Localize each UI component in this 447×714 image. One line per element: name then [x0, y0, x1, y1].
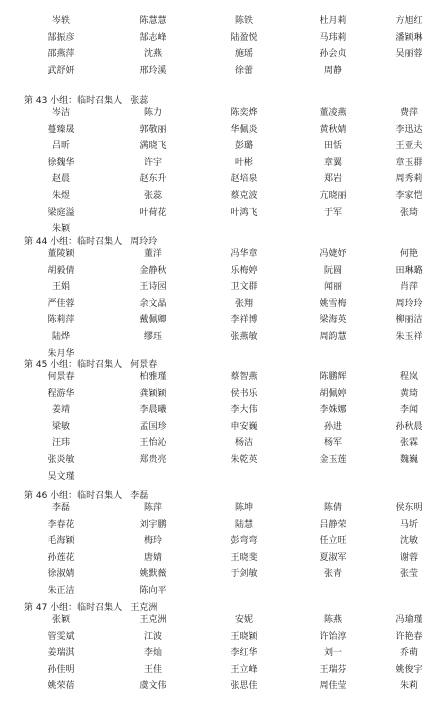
group-row	[0, 501, 447, 515]
member-name: 陈力	[143, 108, 163, 118]
member-name: 许艳春	[395, 631, 423, 642]
member-name: 郭敬丽	[139, 124, 167, 135]
member-name: 朱乾英	[230, 455, 258, 465]
member-name: 华佩炎	[230, 124, 258, 135]
member-name: 郜振彦	[47, 32, 75, 43]
member-name: 龚颖颖	[139, 388, 167, 399]
member-name: 沈燕	[143, 49, 163, 60]
member-name: 张青	[323, 569, 343, 580]
member-name: 赵培泉	[230, 174, 258, 185]
group-row	[0, 156, 447, 170]
group-title: 第 43 小组：临时召集人	[24, 96, 123, 106]
member-name: 朱颖	[51, 224, 71, 235]
member-name: 肖萍	[399, 282, 419, 293]
member-name: 吕静荣	[319, 519, 347, 530]
member-name: 岑轶	[51, 16, 71, 26]
member-name: 姚默薇	[139, 569, 167, 580]
group-row	[0, 470, 447, 484]
member-name: 徐淑婧	[47, 569, 75, 580]
member-name: 梅玲	[143, 536, 163, 547]
member-name: 严佳蓉	[47, 298, 75, 309]
member-name: 邢玲溪	[139, 65, 167, 76]
member-name: 王晓颖	[230, 631, 258, 642]
member-name: 董凌燕	[319, 108, 347, 118]
member-name: 吴文瑾	[47, 471, 75, 482]
member-name: 叶彬	[234, 157, 254, 168]
member-name: 邵燕萍	[47, 49, 75, 60]
group-row	[0, 679, 447, 693]
intro-row	[0, 47, 447, 61]
member-name: 毛海颖	[47, 536, 75, 547]
member-name: 李晨曦	[139, 405, 167, 416]
member-name: 江波	[143, 631, 163, 642]
member-name: 李灿	[143, 648, 163, 659]
group-title: 第 47 小组：临时召集人	[24, 603, 123, 613]
member-name: 马圻	[399, 519, 419, 530]
member-name: 金静秋	[139, 265, 167, 276]
member-name: 王亚夫	[395, 141, 423, 152]
member-name: 朱煜	[51, 191, 71, 201]
member-name: 蔓臻晟	[47, 124, 75, 135]
member-name: 姜靖	[51, 405, 71, 416]
member-name: 虞文伟	[139, 681, 167, 692]
member-name: 陈萍	[143, 503, 163, 513]
member-name: 陆烨	[51, 332, 71, 342]
member-name: 李家恺	[395, 191, 423, 201]
member-name: 刘宇鹏	[139, 519, 167, 530]
member-name: 何景春	[47, 372, 75, 382]
member-name: 梁敏	[51, 421, 71, 432]
group-row	[0, 436, 447, 450]
member-name: 刘一	[323, 648, 343, 659]
intro-row	[0, 14, 447, 28]
group-row	[0, 567, 447, 581]
member-name: 蔡克波	[230, 191, 258, 201]
group-row	[0, 403, 447, 417]
member-name: 沈敏	[399, 536, 419, 547]
group-row	[0, 630, 447, 644]
member-name: 孙会贞	[319, 49, 347, 60]
group-row	[0, 172, 447, 186]
group-row	[0, 139, 447, 153]
group-row	[0, 264, 447, 278]
group-row	[0, 330, 447, 344]
member-name: 满晓飞	[139, 141, 167, 152]
member-name: 陈燕	[323, 615, 343, 625]
member-name: 董洋	[143, 249, 163, 259]
member-name: 张蕊	[143, 191, 163, 201]
group-row	[0, 280, 447, 294]
member-name: 李姝娜	[319, 405, 347, 416]
group-title: 第 45 小组：临时召集人	[24, 360, 123, 370]
group-leader: 张蕊	[130, 96, 149, 106]
member-name: 徐蕾	[234, 65, 254, 76]
member-name: 于军	[323, 207, 343, 218]
member-name: 孟国珍	[139, 421, 167, 432]
group-row	[0, 313, 447, 327]
member-name: 冯婕妤	[319, 249, 347, 259]
member-name: 彭弯弯	[230, 536, 258, 547]
member-name: 叶荷花	[139, 207, 167, 218]
member-name: 张翔	[234, 298, 254, 309]
group-row	[0, 518, 447, 532]
member-name: 许饴淳	[319, 631, 347, 642]
member-name: 杨军	[323, 438, 343, 449]
member-name: 周韵慧	[319, 332, 347, 342]
member-name: 柳丽洁	[395, 315, 423, 326]
member-name: 胡佩婷	[319, 388, 347, 399]
group-title: 第 46 小组：临时召集人	[24, 491, 123, 501]
member-name: 赵晨	[51, 174, 71, 185]
member-name: 梁庭溢	[47, 207, 75, 218]
member-name: 黄琦	[399, 388, 419, 399]
member-name: 陈倩	[323, 503, 343, 513]
member-name: 陆盈悦	[230, 32, 258, 43]
member-name: 张炎敏	[47, 455, 75, 465]
member-name: 王娟	[51, 282, 71, 293]
member-name: 陈奕烨	[230, 108, 258, 118]
member-name: 张颖	[51, 615, 71, 625]
member-name: 张琦	[399, 207, 419, 218]
group-row	[0, 106, 447, 120]
member-name: 陈铁	[234, 16, 254, 26]
group-leader: 周玲玲	[130, 237, 158, 247]
member-name: 蔡智燕	[230, 372, 258, 382]
member-name: 乐梅婷	[230, 265, 258, 276]
member-name: 周静	[323, 65, 343, 76]
group-leader: 李磊	[130, 491, 149, 501]
member-name: 杜月莉	[319, 16, 347, 26]
member-name: 闻丽	[323, 282, 343, 293]
group-row	[0, 370, 447, 384]
member-name: 管雯斌	[47, 631, 75, 642]
member-name: 王诗园	[139, 282, 167, 293]
member-name: 李闻	[399, 405, 419, 416]
member-name: 陈鹏辉	[319, 372, 347, 382]
member-name: 周秀莉	[395, 174, 423, 185]
member-name: 张霖	[399, 438, 419, 449]
group-row	[0, 584, 447, 598]
member-name: 李磊	[51, 503, 71, 513]
member-name: 张燕敏	[230, 332, 258, 342]
group-leader: 何景春	[130, 360, 158, 370]
member-name: 田琳璐	[395, 265, 423, 276]
member-name: 姚俊宇	[395, 664, 423, 675]
member-name: 赵东升	[139, 174, 167, 185]
member-name: 李迅达	[395, 124, 423, 135]
member-name: 周玲玲	[395, 298, 423, 309]
member-name: 吴丽蓉	[395, 49, 423, 60]
intro-row	[0, 64, 447, 78]
member-name: 郜志峰	[139, 32, 167, 43]
member-name: 汪玮	[51, 438, 71, 449]
intro-row	[0, 31, 447, 45]
member-name: 王佳	[143, 664, 163, 675]
member-name: 陈莉萍	[47, 315, 75, 326]
member-name: 岑洁	[51, 108, 71, 118]
member-name: 侯书乐	[230, 388, 258, 399]
member-name: 程岚	[399, 372, 419, 382]
member-name: 柏雅瑾	[139, 372, 167, 382]
member-name: 姚荣蓓	[47, 681, 75, 692]
group-leader: 王克洲	[130, 603, 158, 613]
member-name: 陈向平	[139, 586, 167, 596]
member-name: 李祥博	[230, 315, 258, 326]
member-name: 王立峰	[230, 664, 258, 675]
group-row	[0, 420, 447, 434]
member-name: 冯华章	[230, 249, 258, 259]
member-name: 卫文群	[230, 282, 258, 293]
member-name: 孙佳明	[47, 664, 75, 675]
member-name: 彭璐	[234, 141, 254, 152]
member-name: 朱月华	[47, 348, 75, 359]
member-name: 戴佩卿	[139, 315, 167, 326]
member-name: 孙莲花	[47, 552, 75, 563]
member-name: 李春花	[47, 519, 75, 530]
member-name: 吕昕	[51, 141, 71, 152]
member-name: 程游华	[47, 388, 75, 399]
member-name: 朱莉	[399, 681, 419, 692]
member-name: 朱正洁	[47, 586, 75, 596]
member-name: 亢晓丽	[319, 191, 347, 201]
member-name: 田恬	[323, 141, 343, 152]
group-row	[0, 387, 447, 401]
member-name: 王瑞芬	[319, 664, 347, 675]
member-name: 叶鸿飞	[230, 207, 258, 218]
member-name: 黄秋婧	[319, 124, 347, 135]
member-name: 侯东明	[395, 503, 423, 513]
member-name: 李大伟	[230, 405, 258, 416]
member-name: 许宇	[143, 157, 163, 168]
group-row	[0, 189, 447, 203]
member-name: 王晓斐	[230, 552, 258, 563]
member-name: 杨洁	[234, 438, 254, 449]
member-name: 孙进	[323, 421, 343, 432]
member-name: 何艳	[399, 249, 419, 259]
member-name: 梁海英	[319, 315, 347, 326]
member-name: 马玮莉	[319, 32, 347, 43]
member-name: 徐魏华	[47, 157, 75, 168]
group-title: 第 44 小组：临时召集人	[24, 237, 123, 247]
member-name: 王怡沁	[139, 438, 167, 449]
member-name: 郑岩	[323, 174, 343, 185]
member-name: 魏巍	[399, 455, 419, 465]
member-name: 申安巍	[230, 421, 258, 432]
group-row	[0, 663, 447, 677]
member-name: 章玉群	[395, 157, 423, 168]
member-name: 施瑶	[234, 49, 254, 60]
member-name: 姜瑞淇	[47, 648, 75, 659]
group-row	[0, 551, 447, 565]
member-name: 周佳莹	[319, 681, 347, 692]
group-row	[0, 297, 447, 311]
member-name: 孙秋晨	[395, 421, 423, 432]
member-name: 金玉莲	[319, 455, 347, 465]
member-name: 陆慧	[234, 519, 254, 530]
member-name: 任立旺	[319, 536, 347, 547]
member-name: 陈坤	[234, 503, 254, 513]
group-row	[0, 206, 447, 220]
member-name: 姚雪梅	[319, 298, 347, 309]
group-row	[0, 534, 447, 548]
member-name: 董陵颖	[47, 249, 75, 259]
member-name: 武舒妍	[47, 65, 75, 76]
member-name: 陈慧慧	[139, 16, 167, 26]
member-name: 阮圆	[323, 265, 343, 276]
member-name: 乔萌	[399, 648, 419, 659]
member-name: 于剑敏	[230, 569, 258, 580]
member-name: 冯瑜瑾	[395, 615, 423, 625]
group-row	[0, 123, 447, 137]
member-name: 谢蓉	[399, 552, 419, 563]
member-name: 夏淑军	[319, 552, 347, 563]
group-row	[0, 646, 447, 660]
member-name: 张思佳	[230, 681, 258, 692]
member-name: 唐婧	[143, 552, 163, 563]
group-row	[0, 613, 447, 627]
member-name: 王克洲	[139, 615, 167, 625]
member-name: 李红华	[230, 648, 258, 659]
group-row	[0, 247, 447, 261]
member-name: 潘颖琳	[395, 32, 423, 43]
member-name: 费萍	[399, 108, 419, 118]
member-name: 张莹	[399, 569, 419, 580]
group-row	[0, 453, 447, 467]
member-name: 安妮	[234, 615, 254, 625]
member-name: 方旭红	[395, 16, 423, 26]
member-name: 胡毅倩	[47, 265, 75, 276]
member-name: 缪珏	[143, 332, 163, 342]
member-name: 朱玉祥	[395, 332, 423, 342]
member-name: 余文晶	[139, 298, 167, 309]
member-name: 郑贵亮	[139, 455, 167, 465]
member-name: 章翼	[323, 157, 343, 168]
